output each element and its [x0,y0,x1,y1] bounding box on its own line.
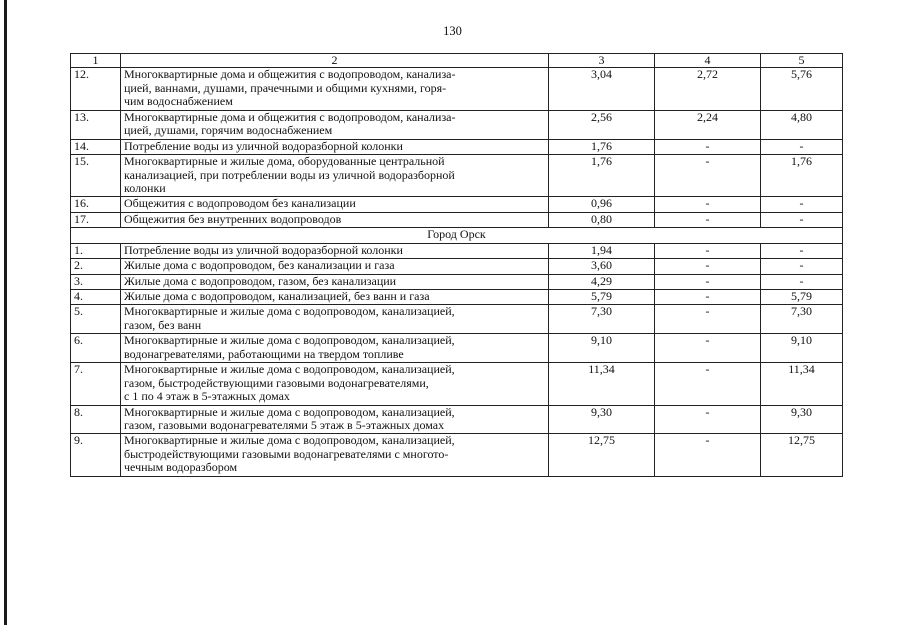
tariff-table [70,53,843,477]
row-value-col4: - [655,243,761,258]
row-number: 1. [71,243,121,258]
row-number: 8. [71,405,121,434]
row-value-col5: 9,10 [761,334,843,363]
row-number: 2. [71,259,121,274]
row-value-col4: - [655,197,761,212]
row-value-col3: 1,94 [549,243,655,258]
row-number: 14. [71,139,121,154]
row-description: Многоквартирные и жилые дома с водопроводом, канализацией, газом, газовыми водонагревателями 5 этаж в 5-этажных домах [121,405,549,434]
row-description: Многоквартирные и жилые дома с водопроводом, канализацией, водонагревателями, работающими на твердом топливе [121,334,549,363]
table-row [71,405,843,434]
table-row [71,197,843,212]
row-description: Многоквартирные дома и общежития с водопроводом, канализа- цией, ваннами, душами, прачечными и общими кухнями, горя- чим водоснабжением [121,68,549,110]
table-row [71,274,843,289]
row-value-col5: 5,79 [761,290,843,305]
table-row [71,334,843,363]
row-value-col4: - [655,405,761,434]
row-number: 7. [71,363,121,405]
row-value-col3: 4,29 [549,274,655,289]
row-description: Многоквартирные и жилые дома, оборудованные центральной канализацией, при потреблении воды из уличной водоразборной колонки [121,155,549,197]
row-description: Жилые дома с водопроводом, газом, без канализации [121,274,549,289]
row-value-col4: - [655,290,761,305]
row-value-col3: 2,56 [549,110,655,139]
table-row [71,434,843,476]
row-value-col5: - [761,139,843,154]
table-body [71,68,843,476]
row-value-col3: 0,80 [549,212,655,227]
row-number: 15. [71,155,121,197]
row-value-col5: 11,34 [761,363,843,405]
row-description: Общежития без внутренних водопроводов [121,212,549,227]
row-description: Многоквартирные дома и общежития с водопроводом, канализа- цией, душами, горячим водоснабжением [121,110,549,139]
row-description: Многоквартирные и жилые дома с водопроводом, канализацией, газом, без ванн [121,305,549,334]
row-value-col4: - [655,139,761,154]
row-description: Жилые дома с водопроводом, без канализации и газа [121,259,549,274]
row-value-col3: 3,04 [549,68,655,110]
row-number: 17. [71,212,121,227]
row-value-col3: 1,76 [549,155,655,197]
row-value-col5: - [761,243,843,258]
row-number: 13. [71,110,121,139]
row-value-col5: 9,30 [761,405,843,434]
table-row [71,290,843,305]
row-value-col5: - [761,274,843,289]
row-value-col5: - [761,197,843,212]
row-description: Многоквартирные и жилые дома с водопроводом, канализацией, быстродействующими газовыми водонагревателями с многото- чечным водоразбором [121,434,549,476]
row-description: Общежития с водопроводом без канализации [121,197,549,212]
table-row [71,110,843,139]
row-value-col4: - [655,334,761,363]
row-value-col5: 1,76 [761,155,843,197]
row-value-col3: 0,96 [549,197,655,212]
row-value-col4: - [655,212,761,227]
row-number: 4. [71,290,121,305]
table-row [71,259,843,274]
row-number: 6. [71,334,121,363]
row-number: 5. [71,305,121,334]
page-edge-bar [4,0,7,625]
table-row [71,68,843,110]
row-value-col5: 7,30 [761,305,843,334]
row-value-col3: 12,75 [549,434,655,476]
row-description: Потребление воды из уличной водоразборной колонки [121,139,549,154]
row-value-col4: 2,24 [655,110,761,139]
row-value-col3: 1,76 [549,139,655,154]
row-value-col3: 9,10 [549,334,655,363]
row-description: Жилые дома с водопроводом, канализацией, без ванн и газа [121,290,549,305]
row-number: 3. [71,274,121,289]
row-value-col4: 2,72 [655,68,761,110]
table-row [71,305,843,334]
row-value-col3: 3,60 [549,259,655,274]
row-value-col4: - [655,155,761,197]
row-value-col5: - [761,259,843,274]
row-value-col3: 9,30 [549,405,655,434]
row-value-col5: 4,80 [761,110,843,139]
row-value-col3: 5,79 [549,290,655,305]
table-row [71,212,843,227]
column-header-2: 2 [121,54,549,68]
section-title: Город Орск [71,228,843,243]
row-value-col4: - [655,259,761,274]
row-number: 9. [71,434,121,476]
row-number: 16. [71,197,121,212]
column-header-5: 5 [761,54,843,68]
row-value-col5: - [761,212,843,227]
row-value-col4: - [655,434,761,476]
row-value-col5: 5,76 [761,68,843,110]
column-header-3: 3 [549,54,655,68]
row-value-col5: 12,75 [761,434,843,476]
table-row [71,243,843,258]
column-header-4: 4 [655,54,761,68]
table-row [71,363,843,405]
row-value-col3: 11,34 [549,363,655,405]
section-row [71,228,843,243]
row-value-col4: - [655,274,761,289]
row-value-col3: 7,30 [549,305,655,334]
row-value-col4: - [655,305,761,334]
row-value-col4: - [655,363,761,405]
row-description: Потребление воды из уличной водоразборной колонки [121,243,549,258]
row-number: 12. [71,68,121,110]
page-number: 130 [443,24,462,38]
table-row [71,139,843,154]
column-header-1: 1 [71,54,121,68]
table-row [71,155,843,197]
table-header-row [71,54,843,68]
row-description: Многоквартирные и жилые дома с водопроводом, канализацией, газом, быстродействующими газовыми водонагревателями, с 1 по 4 этаж в 5-этажных домах [121,363,549,405]
